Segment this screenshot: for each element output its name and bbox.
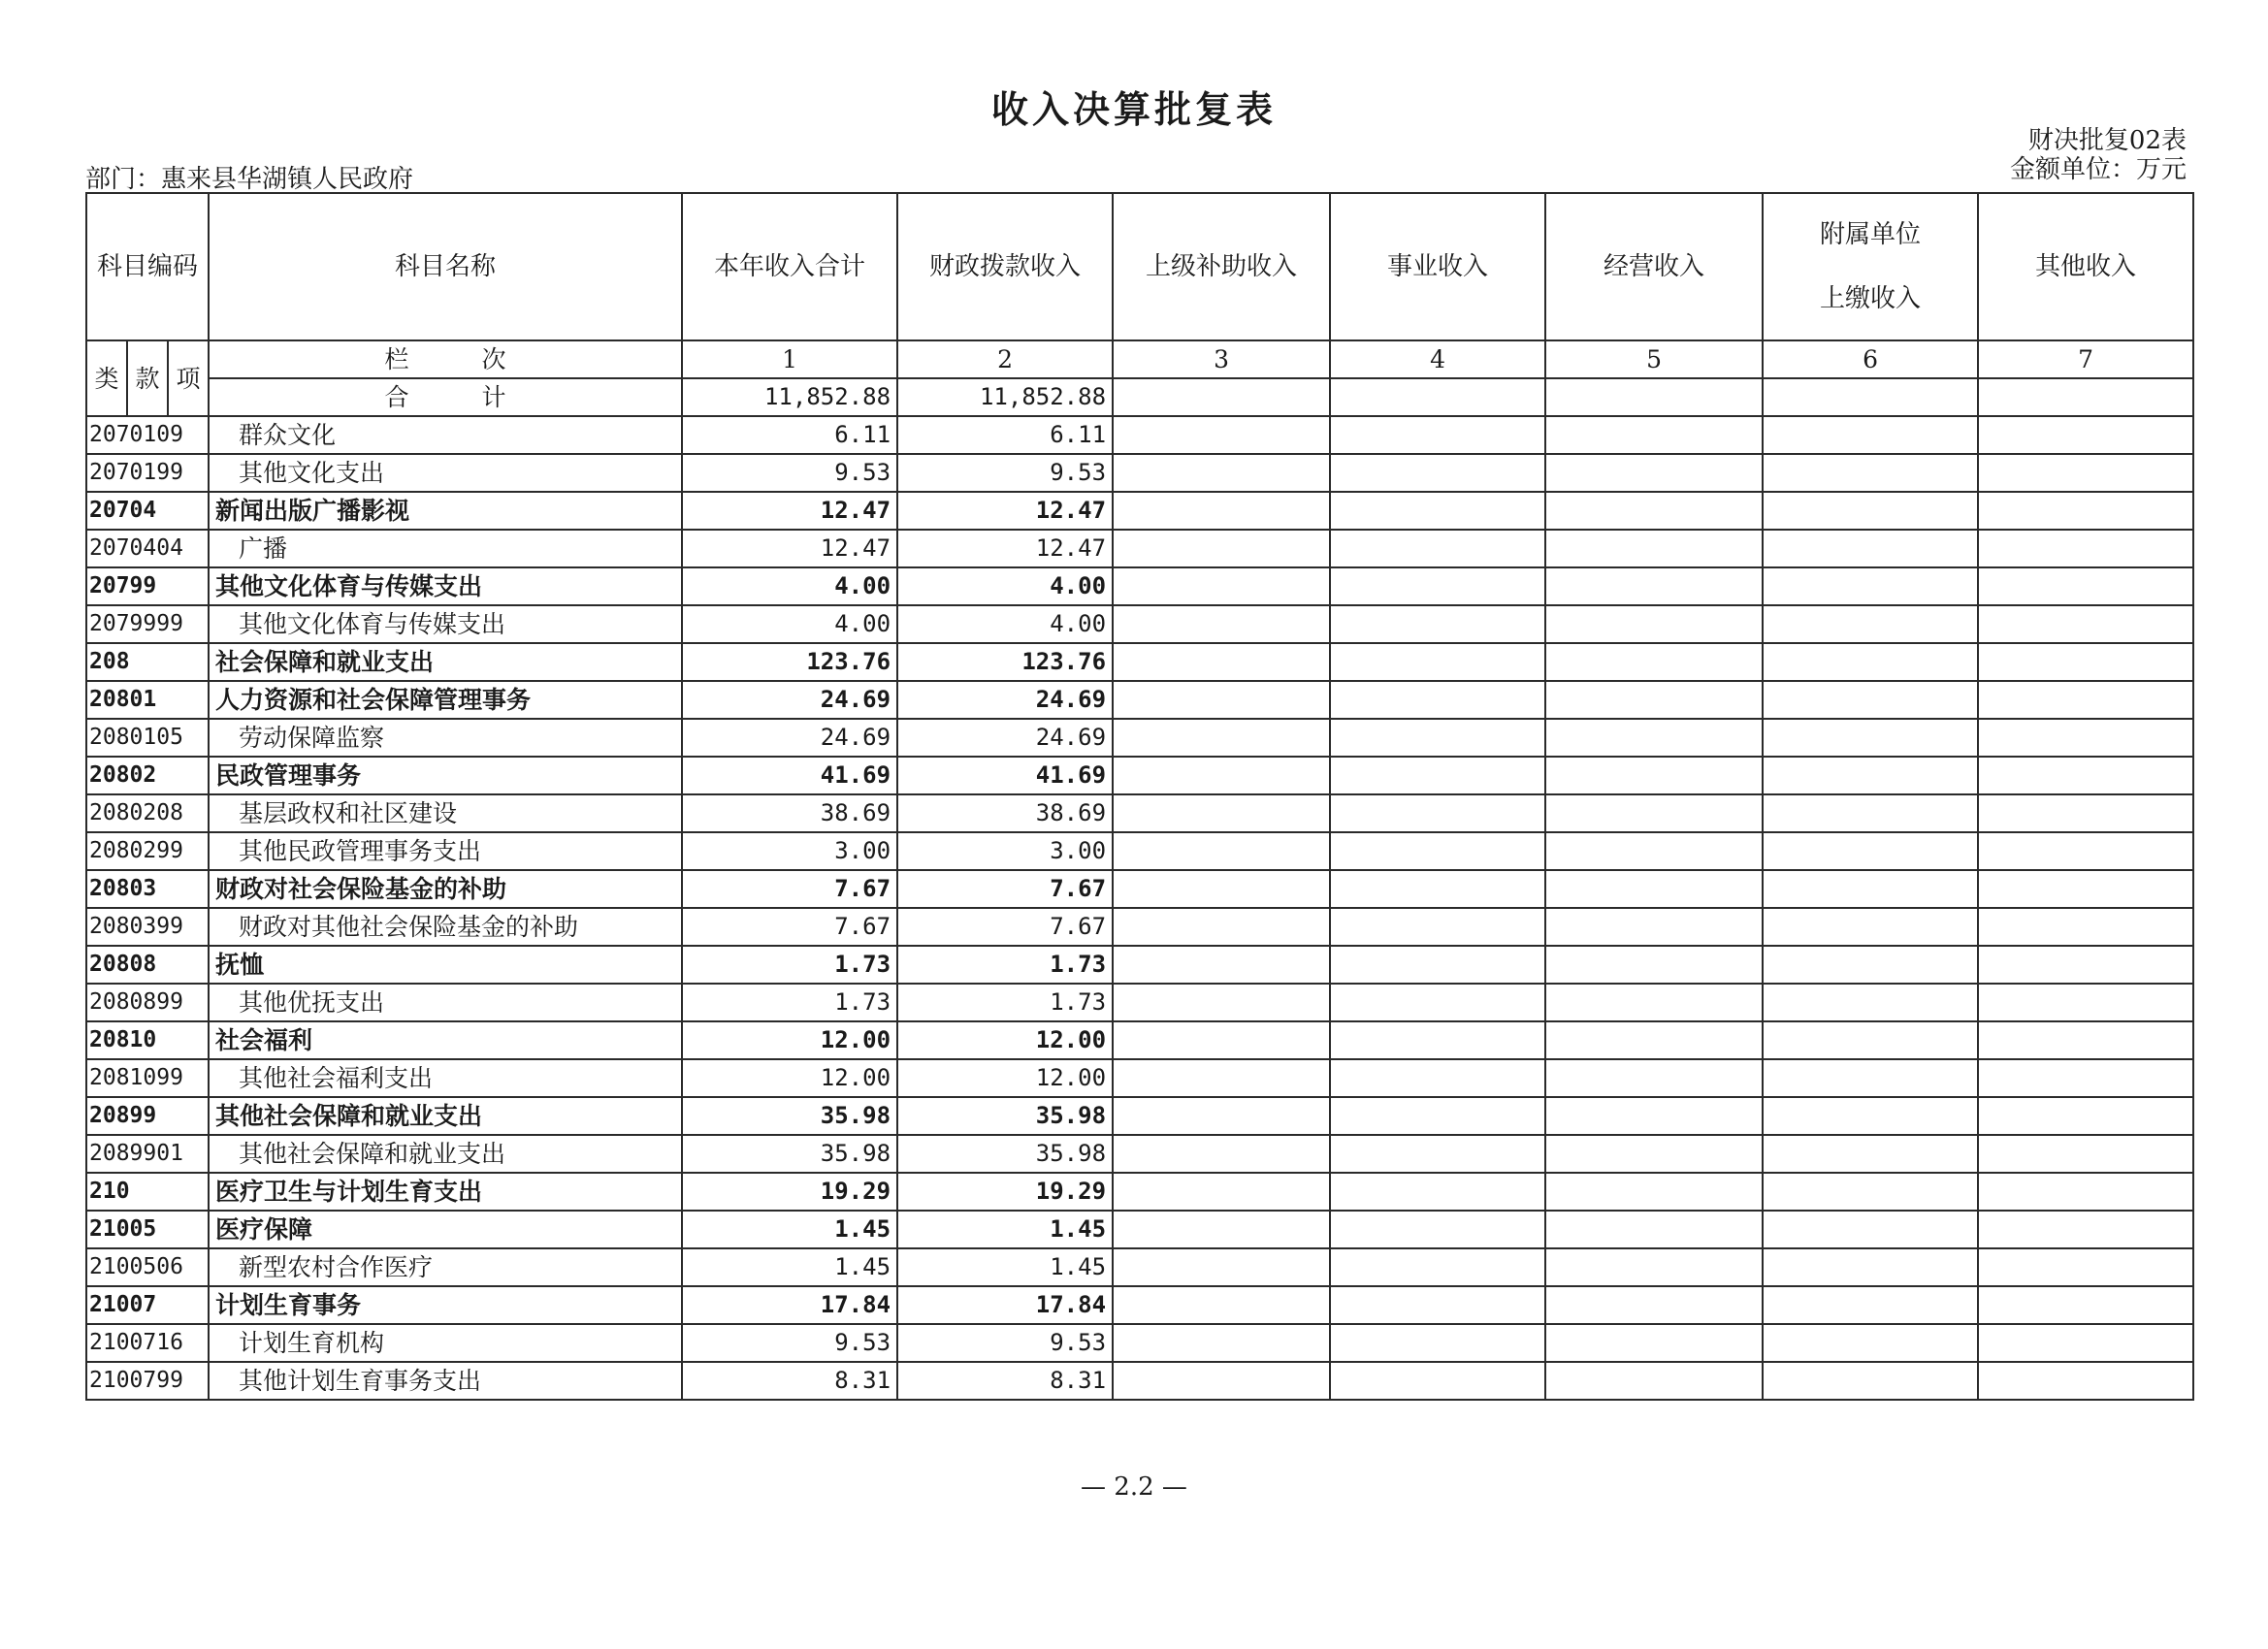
row-empty-cell — [1763, 643, 1978, 681]
form-number: 财决批复02表 — [2027, 126, 2187, 155]
row-total-income: 1.45 — [682, 1211, 897, 1248]
form-info — [2010, 126, 2187, 184]
row-empty-cell — [1978, 492, 2193, 530]
row-empty-cell — [1545, 1211, 1763, 1248]
row-empty-cell — [1545, 1173, 1763, 1211]
row-total-income: 1.73 — [682, 946, 897, 984]
row-empty-cell — [1113, 567, 1330, 605]
row-empty-cell — [1763, 567, 1978, 605]
row-fiscal-income: 1.45 — [897, 1211, 1113, 1248]
page-title: 收入决算批复表 — [990, 87, 1277, 131]
row-empty-cell — [1113, 1362, 1330, 1400]
header-xiang: 项 — [168, 340, 209, 416]
row-total-income: 8.31 — [682, 1362, 897, 1400]
page-number: — 2.2 — — [1081, 1472, 1187, 1502]
row-empty-cell — [1545, 1097, 1763, 1135]
row-empty-cell — [1330, 454, 1545, 492]
table-row — [86, 1286, 2193, 1324]
row-empty-cell — [1113, 454, 1330, 492]
row-empty-cell — [1330, 416, 1545, 454]
row-code: 2080299 — [86, 832, 209, 870]
row-name: 基层政权和社区建设 — [209, 794, 682, 832]
row-empty-cell — [1763, 1211, 1978, 1248]
row-name: 劳动保障监察 — [209, 719, 682, 757]
row-empty-cell — [1113, 794, 1330, 832]
row-empty-cell — [1763, 1362, 1978, 1400]
row-empty-cell — [1978, 454, 2193, 492]
row-empty-cell — [1545, 416, 1763, 454]
header-code: 科目编码 — [86, 193, 209, 340]
row-fiscal-income: 9.53 — [897, 454, 1113, 492]
row-empty-cell — [1763, 1135, 1978, 1173]
row-empty-cell — [1113, 1248, 1330, 1286]
row-empty-cell — [1113, 984, 1330, 1021]
table-row — [86, 605, 2193, 643]
table-row — [86, 492, 2193, 530]
row-empty-cell — [1330, 1135, 1545, 1173]
row-code: 20801 — [86, 681, 209, 719]
row-code: 2080399 — [86, 908, 209, 946]
row-empty-cell — [1763, 832, 1978, 870]
row-empty-cell — [1763, 681, 1978, 719]
table-row — [86, 946, 2193, 984]
row-total-income: 1.73 — [682, 984, 897, 1021]
table-row — [86, 1135, 2193, 1173]
row-empty-cell — [1763, 1059, 1978, 1097]
row-fiscal-income: 12.00 — [897, 1021, 1113, 1059]
row-empty-cell — [1545, 832, 1763, 870]
row-empty-cell — [1978, 681, 2193, 719]
row-empty-cell — [1978, 1173, 2193, 1211]
row-empty-cell — [1113, 946, 1330, 984]
row-empty-cell — [1113, 530, 1330, 567]
total-c2: 11,852.88 — [897, 378, 1113, 416]
row-empty-cell — [1545, 946, 1763, 984]
row-code: 2070404 — [86, 530, 209, 567]
row-fiscal-income: 12.00 — [897, 1059, 1113, 1097]
row-empty-cell — [1545, 1135, 1763, 1173]
table-row — [86, 1324, 2193, 1362]
row-empty-cell — [1545, 643, 1763, 681]
table-row — [86, 1097, 2193, 1135]
row-empty-cell — [1113, 643, 1330, 681]
table-row — [86, 1248, 2193, 1286]
row-empty-cell — [1545, 1362, 1763, 1400]
row-empty-cell — [1545, 1286, 1763, 1324]
row-empty-cell — [1763, 492, 1978, 530]
col-no-1: 1 — [682, 340, 897, 378]
table-row — [86, 1173, 2193, 1211]
row-name: 计划生育事务 — [209, 1286, 682, 1324]
row-empty-cell — [1763, 416, 1978, 454]
header-operating-income: 经营收入 — [1545, 193, 1763, 340]
row-empty-cell — [1763, 530, 1978, 567]
row-fiscal-income: 24.69 — [897, 719, 1113, 757]
row-name: 医疗保障 — [209, 1211, 682, 1248]
row-empty-cell — [1330, 870, 1545, 908]
row-empty-cell — [1330, 832, 1545, 870]
row-total-income: 7.67 — [682, 870, 897, 908]
row-name: 其他文化支出 — [209, 454, 682, 492]
row-empty-cell — [1763, 946, 1978, 984]
row-empty-cell — [1763, 605, 1978, 643]
row-name: 其他计划生育事务支出 — [209, 1362, 682, 1400]
header-affiliated-income — [1763, 193, 1978, 340]
row-name: 新型农村合作医疗 — [209, 1248, 682, 1286]
row-code: 2081099 — [86, 1059, 209, 1097]
row-empty-cell — [1763, 454, 1978, 492]
row-name: 其他优抚支出 — [209, 984, 682, 1021]
row-empty-cell — [1330, 605, 1545, 643]
row-code: 210 — [86, 1173, 209, 1211]
header-fiscal-income: 财政拨款收入 — [897, 193, 1113, 340]
row-empty-cell — [1113, 1286, 1330, 1324]
row-code: 20802 — [86, 757, 209, 794]
row-empty-cell — [1763, 1097, 1978, 1135]
row-code: 20803 — [86, 870, 209, 908]
header-lei: 类 — [86, 340, 127, 416]
row-empty-cell — [1330, 1059, 1545, 1097]
row-empty-cell — [1113, 908, 1330, 946]
table-row — [86, 416, 2193, 454]
col-no-2: 2 — [897, 340, 1113, 378]
row-empty-cell — [1113, 1135, 1330, 1173]
row-empty-cell — [1545, 1248, 1763, 1286]
row-empty-cell — [1978, 1021, 2193, 1059]
department-label: 部门：惠来县华湖镇人民政府 — [85, 165, 414, 194]
row-code: 20704 — [86, 492, 209, 530]
row-name: 社会保障和就业支出 — [209, 643, 682, 681]
row-total-income: 3.00 — [682, 832, 897, 870]
row-empty-cell — [1978, 1324, 2193, 1362]
row-empty-cell — [1113, 832, 1330, 870]
row-code: 2100506 — [86, 1248, 209, 1286]
row-code: 21007 — [86, 1286, 209, 1324]
row-empty-cell — [1763, 757, 1978, 794]
row-empty-cell — [1545, 454, 1763, 492]
row-name: 计划生育机构 — [209, 1324, 682, 1362]
row-total-income: 41.69 — [682, 757, 897, 794]
row-fiscal-income: 19.29 — [897, 1173, 1113, 1211]
col-no-5: 5 — [1545, 340, 1763, 378]
row-empty-cell — [1978, 1211, 2193, 1248]
row-name: 财政对其他社会保险基金的补助 — [209, 908, 682, 946]
row-empty-cell — [1330, 1211, 1545, 1248]
row-empty-cell — [1545, 908, 1763, 946]
row-empty-cell — [1763, 1286, 1978, 1324]
row-empty-cell — [1763, 870, 1978, 908]
row-fiscal-income: 1.45 — [897, 1248, 1113, 1286]
row-name: 广播 — [209, 530, 682, 567]
row-total-income: 9.53 — [682, 454, 897, 492]
row-fiscal-income: 7.67 — [897, 908, 1113, 946]
row-name: 财政对社会保险基金的补助 — [209, 870, 682, 908]
row-code: 2070109 — [86, 416, 209, 454]
row-total-income: 24.69 — [682, 681, 897, 719]
row-total-income: 6.11 — [682, 416, 897, 454]
col-no-3: 3 — [1113, 340, 1330, 378]
row-empty-cell — [1545, 1324, 1763, 1362]
table-row — [86, 984, 2193, 1021]
row-name: 社会福利 — [209, 1021, 682, 1059]
row-name: 新闻出版广播影视 — [209, 492, 682, 530]
row-empty-cell — [1545, 719, 1763, 757]
row-code: 2089901 — [86, 1135, 209, 1173]
total-c1: 11,852.88 — [682, 378, 897, 416]
row-fiscal-income: 4.00 — [897, 567, 1113, 605]
row-empty-cell — [1330, 946, 1545, 984]
row-fiscal-income: 35.98 — [897, 1097, 1113, 1135]
header-lanci: 栏 次 — [209, 340, 682, 378]
row-fiscal-income: 38.69 — [897, 794, 1113, 832]
row-total-income: 1.45 — [682, 1248, 897, 1286]
row-total-income: 4.00 — [682, 605, 897, 643]
row-empty-cell — [1330, 794, 1545, 832]
row-empty-cell — [1113, 1059, 1330, 1097]
row-empty-cell — [1978, 605, 2193, 643]
row-empty-cell — [1763, 1021, 1978, 1059]
row-fiscal-income: 24.69 — [897, 681, 1113, 719]
row-name: 其他文化体育与传媒支出 — [209, 567, 682, 605]
row-empty-cell — [1978, 984, 2193, 1021]
row-empty-cell — [1978, 1286, 2193, 1324]
row-total-income: 12.47 — [682, 492, 897, 530]
row-empty-cell — [1113, 757, 1330, 794]
row-empty-cell — [1978, 1248, 2193, 1286]
amount-unit: 金额单位：万元 — [2009, 155, 2187, 184]
row-empty-cell — [1330, 567, 1545, 605]
table-row — [86, 1362, 2193, 1400]
row-empty-cell — [1113, 1211, 1330, 1248]
row-empty-cell — [1113, 492, 1330, 530]
row-empty-cell — [1113, 681, 1330, 719]
row-empty-cell — [1978, 416, 2193, 454]
row-code: 20808 — [86, 946, 209, 984]
row-empty-cell — [1978, 530, 2193, 567]
row-empty-cell — [1330, 1097, 1545, 1135]
row-empty-cell — [1978, 908, 2193, 946]
table-row — [86, 1059, 2193, 1097]
header-total-income: 本年收入合计 — [682, 193, 897, 340]
row-empty-cell — [1330, 984, 1545, 1021]
income-table — [85, 192, 2194, 1401]
row-fiscal-income: 6.11 — [897, 416, 1113, 454]
row-fiscal-income: 8.31 — [897, 1362, 1113, 1400]
row-empty-cell — [1330, 1173, 1545, 1211]
row-total-income: 12.00 — [682, 1021, 897, 1059]
row-empty-cell — [1113, 1173, 1330, 1211]
row-empty-cell — [1978, 794, 2193, 832]
row-code: 20810 — [86, 1021, 209, 1059]
row-empty-cell — [1978, 946, 2193, 984]
row-empty-cell — [1763, 984, 1978, 1021]
row-empty-cell — [1545, 605, 1763, 643]
row-total-income: 19.29 — [682, 1173, 897, 1211]
total-row — [86, 378, 2193, 416]
row-fiscal-income: 35.98 — [897, 1135, 1113, 1173]
row-empty-cell — [1330, 681, 1545, 719]
header-superior-subsidy: 上级补助收入 — [1113, 193, 1330, 340]
row-empty-cell — [1545, 492, 1763, 530]
row-code: 2080105 — [86, 719, 209, 757]
row-total-income: 24.69 — [682, 719, 897, 757]
row-empty-cell — [1978, 1097, 2193, 1135]
row-empty-cell — [1545, 1059, 1763, 1097]
row-empty-cell — [1978, 1362, 2193, 1400]
row-empty-cell — [1545, 567, 1763, 605]
row-empty-cell — [1113, 1097, 1330, 1135]
row-empty-cell — [1330, 1021, 1545, 1059]
header-other-income: 其他收入 — [1978, 193, 2193, 340]
row-empty-cell — [1330, 1324, 1545, 1362]
row-fiscal-income: 17.84 — [897, 1286, 1113, 1324]
table-row — [86, 870, 2193, 908]
row-empty-cell — [1330, 1286, 1545, 1324]
row-total-income: 4.00 — [682, 567, 897, 605]
header-business-income: 事业收入 — [1330, 193, 1545, 340]
row-code: 2070199 — [86, 454, 209, 492]
row-fiscal-income: 41.69 — [897, 757, 1113, 794]
row-empty-cell — [1978, 643, 2193, 681]
row-empty-cell — [1545, 984, 1763, 1021]
row-empty-cell — [1763, 908, 1978, 946]
row-empty-cell — [1978, 1059, 2193, 1097]
row-empty-cell — [1545, 681, 1763, 719]
row-fiscal-income: 3.00 — [897, 832, 1113, 870]
row-fiscal-income: 1.73 — [897, 984, 1113, 1021]
table-row — [86, 719, 2193, 757]
table-row — [86, 832, 2193, 870]
row-empty-cell — [1330, 492, 1545, 530]
row-name: 人力资源和社会保障管理事务 — [209, 681, 682, 719]
row-code: 20899 — [86, 1097, 209, 1135]
table-row — [86, 1211, 2193, 1248]
row-name: 其他社会保障和就业支出 — [209, 1135, 682, 1173]
row-total-income: 7.67 — [682, 908, 897, 946]
header-affiliated-line2: 上缴收入 — [1820, 284, 1922, 313]
table-row — [86, 530, 2193, 567]
col-no-7: 7 — [1978, 340, 2193, 378]
header-name: 科目名称 — [209, 193, 682, 340]
row-code: 2080208 — [86, 794, 209, 832]
row-total-income: 9.53 — [682, 1324, 897, 1362]
row-total-income: 35.98 — [682, 1097, 897, 1135]
row-empty-cell — [1545, 870, 1763, 908]
table-row — [86, 567, 2193, 605]
row-empty-cell — [1978, 719, 2193, 757]
row-empty-cell — [1545, 530, 1763, 567]
row-name: 其他社会福利支出 — [209, 1059, 682, 1097]
row-empty-cell — [1330, 643, 1545, 681]
row-empty-cell — [1330, 530, 1545, 567]
row-empty-cell — [1113, 719, 1330, 757]
row-fiscal-income: 12.47 — [897, 530, 1113, 567]
row-total-income: 123.76 — [682, 643, 897, 681]
header-row — [86, 193, 2193, 340]
row-name: 其他社会保障和就业支出 — [209, 1097, 682, 1135]
row-empty-cell — [1763, 719, 1978, 757]
row-name: 民政管理事务 — [209, 757, 682, 794]
row-name: 抚恤 — [209, 946, 682, 984]
row-empty-cell — [1113, 605, 1330, 643]
row-empty-cell — [1330, 1362, 1545, 1400]
row-empty-cell — [1330, 1248, 1545, 1286]
row-empty-cell — [1330, 719, 1545, 757]
row-name: 其他文化体育与传媒支出 — [209, 605, 682, 643]
table-row — [86, 454, 2193, 492]
row-code: 2100716 — [86, 1324, 209, 1362]
row-fiscal-income: 1.73 — [897, 946, 1113, 984]
row-empty-cell — [1113, 1021, 1330, 1059]
row-code: 2079999 — [86, 605, 209, 643]
row-total-income: 12.47 — [682, 530, 897, 567]
row-empty-cell — [1545, 794, 1763, 832]
col-no-4: 4 — [1330, 340, 1545, 378]
row-name: 群众文化 — [209, 416, 682, 454]
row-name: 医疗卫生与计划生育支出 — [209, 1173, 682, 1211]
total-label: 合 计 — [209, 378, 682, 416]
row-empty-cell — [1763, 1248, 1978, 1286]
column-number-row — [86, 340, 2193, 378]
row-code: 21005 — [86, 1211, 209, 1248]
row-empty-cell — [1330, 908, 1545, 946]
row-empty-cell — [1545, 757, 1763, 794]
row-total-income: 17.84 — [682, 1286, 897, 1324]
row-name: 其他民政管理事务支出 — [209, 832, 682, 870]
row-total-income: 12.00 — [682, 1059, 897, 1097]
row-empty-cell — [1978, 832, 2193, 870]
table-row — [86, 794, 2193, 832]
row-empty-cell — [1113, 416, 1330, 454]
table-row — [86, 757, 2193, 794]
header-kuan: 款 — [127, 340, 168, 416]
row-fiscal-income: 12.47 — [897, 492, 1113, 530]
row-fiscal-income: 7.67 — [897, 870, 1113, 908]
row-code: 2080899 — [86, 984, 209, 1021]
row-empty-cell — [1113, 1324, 1330, 1362]
row-empty-cell — [1113, 870, 1330, 908]
table-row — [86, 908, 2193, 946]
table-row — [86, 681, 2193, 719]
row-total-income: 38.69 — [682, 794, 897, 832]
row-empty-cell — [1978, 757, 2193, 794]
row-empty-cell — [1763, 1324, 1978, 1362]
row-empty-cell — [1545, 1021, 1763, 1059]
table-row — [86, 643, 2193, 681]
row-code: 20799 — [86, 567, 209, 605]
row-code: 208 — [86, 643, 209, 681]
row-empty-cell — [1978, 567, 2193, 605]
row-empty-cell — [1763, 1173, 1978, 1211]
row-empty-cell — [1763, 794, 1978, 832]
row-empty-cell — [1978, 870, 2193, 908]
row-fiscal-income: 123.76 — [897, 643, 1113, 681]
col-no-6: 6 — [1763, 340, 1978, 378]
row-fiscal-income: 4.00 — [897, 605, 1113, 643]
row-total-income: 35.98 — [682, 1135, 897, 1173]
row-code: 2100799 — [86, 1362, 209, 1400]
header-affiliated-line1: 附属单位 — [1820, 220, 1922, 249]
row-fiscal-income: 9.53 — [897, 1324, 1113, 1362]
row-empty-cell — [1978, 1135, 2193, 1173]
table-row — [86, 1021, 2193, 1059]
row-empty-cell — [1330, 757, 1545, 794]
